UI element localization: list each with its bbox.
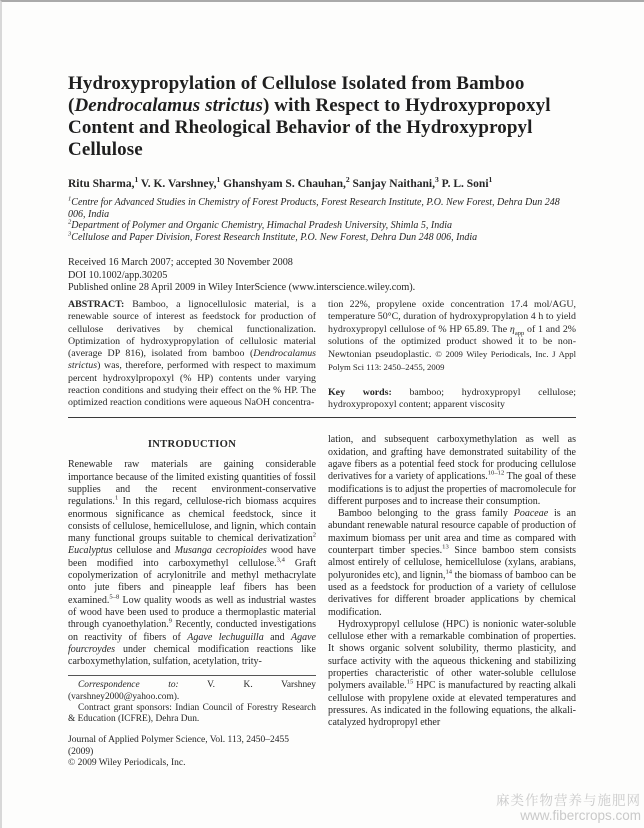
title-line-2: (Dendrocalamus strictus) with Respect to Hydroxypropoxyl (68, 95, 551, 116)
footnote-divider-rule (68, 675, 316, 676)
body-right-column (328, 434, 576, 769)
abstract-left-column (68, 299, 316, 411)
abstract-section (68, 299, 576, 411)
paragraph: Hydroxypropyl cellulose (HPC) is nonionic water-soluble cellulose ether with a remarkable combination of properties. It shows organic solvent solubility, thermo plasticity, and surface activity with the aqueous thickening and stabilizing properties characteristic of other water-soluble cellulose polymers available.$^{15}$ HPC is manufactured by reacting alkali cellulose with propylene oxide at elevated temperatures and pressures. As indicated in the following equations, the alkali-catalyzed hydropropyl ether (328, 618, 576, 729)
article-history (68, 257, 576, 294)
abstract-divider-rule (68, 417, 576, 418)
published-online-note: Published online 28 April 2009 in Wiley InterScience (www.interscience.wiley.com). (68, 281, 416, 293)
footnote-block (68, 675, 316, 769)
paragraph: lation, and subsequent carboxymethylation as well as oxidation, and grafting have demonstrated suitability of the agave fibers as a potential feed stock for producing cellulose derivatives for a variety of applications.$^{10-12}$ The goal of these modifications is to adjust the properties of macromolecule for different purposes and to increase their consumption. (328, 434, 576, 507)
watermark-url-text: www.fibercrops.com (520, 808, 641, 823)
title-line-1: Hydroxypropylation of Cellulose Isolated from Bamboo (68, 73, 525, 94)
doi: DOI 10.1002/app.30205 (68, 269, 168, 281)
received-accepted-dates: Received 16 March 2007; accepted 30 November 2008 (68, 257, 293, 269)
author-list: Ritu Sharma,$^1$ V. K. Varshney,$^1$ Ghanshyam S. Chauhan,$^2$ Sanjay Naithani,$^3$ P. L. Soni$^1$ (68, 175, 493, 190)
abstract-text-left: ABSTRACT: Bamboo, a lignocellulosic material, is a renewable source of interest as feedstock for production of cellulose derivatives by chemical functionalization. Optimization of hydroxypropylation of cellulosic material (average DP 816), isolated from bamboo (Dendrocalamus strictus) was, therefore, performed with respect to maximum percent hydroxylpropoxyl (% HP) contents under varying reaction conditions and studying their effect on the % HP. The optimized reaction conditions were aqueous NaOH concentra- (68, 298, 316, 409)
abstract-text-right: tion 22%, propylene oxide concentration 17.4 mol/AGU, temperature 50°C, duration of hydroxypropylation 4 h to yield hydroxypropyl cellulose of % HP 65.89. The $\eta_{app}$ of 1 and 2% solutions of the optimized product showed it to be non-Newtonian pseudoplastic. © 2009 Wiley Periodicals, Inc. J Appl Polym Sci 113: 2450–2455, 2009 (328, 298, 576, 373)
watermark-chinese-text: 麻类作物营养与施肥网 (496, 793, 641, 808)
body-left-column (68, 434, 316, 769)
watermark (496, 793, 641, 823)
introduction-heading: INTRODUCTION (147, 439, 237, 451)
article-header (68, 2, 576, 294)
paragraph: Renewable raw materials are gaining considerable importance because of the limited existing quantities of fossil supplies and the recent environment-conservative regulations.$^1$ In this regard, cellulose-rich biomass acquires enormous significance as chemical feedstock, since it consists of cellulose, hemicellulose, and lignin, which contain many functional groups suitable to chemical derivatization$^2$ Eucalyptus cellulose and Musanga cecropioides wood have been modified into carboxymethyl cellulose.$^{3,4}$ Graft copolymerization of acrylonitrile and methyl methacrylate onto jute fibers and pineapple leaf fibers has been examined.$^{5-8}$ Low quality woods as well as industrial wastes of wood have been used to produce a thermoplastic material through cyanoethylation.$^9$ Recently, conducted investigations on reactivity of fibers of Agave lechuguilla and Agave fourcroydes under chemical modification reactions like carboxymethylation, sulfation, acetylation, trity- (68, 459, 316, 668)
grant-sponsor-footnote: Contract grant sponsors: Indian Council of Forestry Research & Education (ICFRE), Dehra Dun. (68, 702, 316, 725)
article-title (68, 73, 576, 161)
journal-citation-line: Journal of Applied Polymer Science, Vol. 113, 2450–2455 (2009) (68, 735, 289, 757)
affiliation-2: $^2$Department of Polymer and Organic Chemistry, Himachal Pradesh University, Shimla 5, India (68, 218, 452, 232)
abstract-right-column (328, 299, 576, 411)
paragraph: Bamboo belonging to the grass family Poaceae is an abundant renewable natural resource capable of production of maximum biomass per unit area and time as compared with counterpart timber species.$^{13}$ Since bamboo stem consists almost entirely of cellulose, hemicellulose (xylans, arabians, polyuronides etc), and lignin,$^{14}$ the biomass of bamboo can be used as a feedstock for production of a variety of cellulose derivatives for different broader applications by chemical modification. (328, 508, 577, 618)
affiliation-3: $^3$Cellulose and Paper Division, Forest Research Institute, P.O. New Forest, Dehra Dun 248 006, India (68, 230, 478, 243)
article-body (68, 434, 576, 769)
affiliation-list (68, 197, 576, 243)
title-line-3: Content and Rheological Behavior of the Hydroxypropyl (68, 117, 533, 138)
correspondence-footnote: Correspondence to: V. K. Varshney (varshney2000@yahoo.com). (68, 680, 316, 702)
title-line-4: Cellulose (68, 139, 143, 160)
copyright-line: © 2009 Wiley Periodicals, Inc. (68, 758, 186, 769)
page-content (68, 2, 576, 770)
keywords: Key words: bamboo; hydroxypropyl cellulose; hydroxypropoxyl content; apparent viscosity (328, 386, 576, 411)
affiliation-1: $^1$Centre for Advanced Studies in Chemistry of Forest Products, Forest Research Institute, P.O. New Forest, Dehra Dun 248 006, India (68, 195, 560, 220)
